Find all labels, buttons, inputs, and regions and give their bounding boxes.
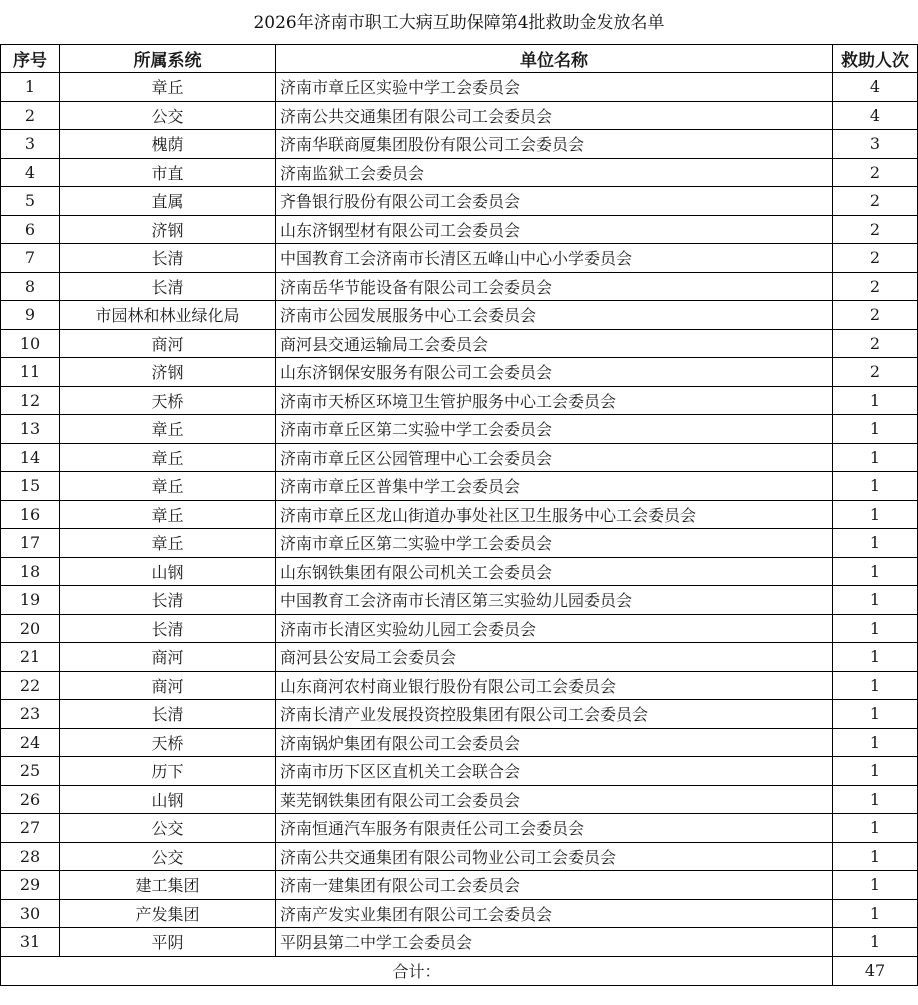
cell-serial: 12	[1, 386, 60, 415]
column-header-system: 所属系统	[60, 45, 276, 73]
table-row	[1, 386, 918, 415]
cell-count: 4	[833, 73, 918, 102]
table-row	[1, 586, 918, 615]
cell-count: 1	[833, 500, 918, 529]
cell-unit: 济南恒通汽车服务有限责任公司工会委员会	[276, 814, 833, 843]
cell-unit: 济南市公园发展服务中心工会委员会	[276, 301, 833, 330]
cell-count: 1	[833, 643, 918, 672]
cell-system: 历下	[60, 757, 276, 786]
table-row	[1, 671, 918, 700]
cell-system: 长清	[60, 272, 276, 301]
cell-system: 槐荫	[60, 130, 276, 159]
table-row	[1, 415, 918, 444]
cell-unit: 济南华联商厦集团股份有限公司工会委员会	[276, 130, 833, 159]
cell-count: 1	[833, 671, 918, 700]
table-row	[1, 329, 918, 358]
cell-count: 1	[833, 529, 918, 558]
cell-count: 1	[833, 415, 918, 444]
cell-unit: 济南市章丘区第二实验中学工会委员会	[276, 415, 833, 444]
cell-serial: 10	[1, 329, 60, 358]
cell-unit: 济南市章丘区龙山街道办事处社区卫生服务中心工会委员会	[276, 500, 833, 529]
cell-unit: 商河县交通运输局工会委员会	[276, 329, 833, 358]
total-row	[1, 956, 918, 985]
table-row	[1, 899, 918, 928]
cell-unit: 山东济钢保安服务有限公司工会委员会	[276, 358, 833, 387]
cell-system: 章丘	[60, 500, 276, 529]
cell-serial: 19	[1, 586, 60, 615]
total-value: 47	[833, 956, 918, 985]
table-row	[1, 443, 918, 472]
cell-system: 济钢	[60, 215, 276, 244]
cell-unit: 济南市天桥区环境卫生管护服务中心工会委员会	[276, 386, 833, 415]
cell-serial: 14	[1, 443, 60, 472]
cell-count: 3	[833, 130, 918, 159]
cell-serial: 11	[1, 358, 60, 387]
table-row	[1, 272, 918, 301]
cell-unit: 齐鲁银行股份有限公司工会委员会	[276, 187, 833, 216]
column-header-count: 救助人次	[833, 45, 918, 73]
cell-unit: 济南岳华节能设备有限公司工会委员会	[276, 272, 833, 301]
cell-count: 1	[833, 443, 918, 472]
cell-unit: 济南公共交通集团有限公司物业公司工会委员会	[276, 842, 833, 871]
cell-system: 长清	[60, 700, 276, 729]
cell-system: 建工集团	[60, 871, 276, 900]
cell-system: 公交	[60, 101, 276, 130]
cell-unit: 济南产发实业集团有限公司工会委员会	[276, 899, 833, 928]
table-row	[1, 500, 918, 529]
cell-unit: 济南市长清区实验幼儿园工会委员会	[276, 614, 833, 643]
cell-unit: 平阴县第二中学工会委员会	[276, 928, 833, 957]
cell-serial: 1	[1, 73, 60, 102]
total-label: 合计：	[1, 956, 833, 985]
cell-serial: 15	[1, 472, 60, 501]
cell-system: 章丘	[60, 443, 276, 472]
cell-serial: 31	[1, 928, 60, 957]
cell-count: 2	[833, 244, 918, 273]
cell-count: 4	[833, 101, 918, 130]
cell-serial: 6	[1, 215, 60, 244]
cell-system: 直属	[60, 187, 276, 216]
cell-serial: 21	[1, 643, 60, 672]
cell-count: 2	[833, 158, 918, 187]
table-row	[1, 529, 918, 558]
cell-count: 2	[833, 215, 918, 244]
table-row	[1, 557, 918, 586]
cell-count: 1	[833, 557, 918, 586]
cell-count: 1	[833, 472, 918, 501]
cell-serial: 4	[1, 158, 60, 187]
table-body	[1, 73, 918, 957]
table-row	[1, 358, 918, 387]
cell-unit: 济南一建集团有限公司工会委员会	[276, 871, 833, 900]
cell-system: 天桥	[60, 728, 276, 757]
table-row	[1, 700, 918, 729]
cell-count: 1	[833, 899, 918, 928]
cell-serial: 3	[1, 130, 60, 159]
cell-serial: 7	[1, 244, 60, 273]
cell-unit: 山东济钢型材有限公司工会委员会	[276, 215, 833, 244]
cell-serial: 23	[1, 700, 60, 729]
cell-system: 济钢	[60, 358, 276, 387]
cell-serial: 5	[1, 187, 60, 216]
cell-count: 1	[833, 586, 918, 615]
cell-unit: 山东钢铁集团有限公司机关工会委员会	[276, 557, 833, 586]
cell-system: 市直	[60, 158, 276, 187]
cell-unit: 济南公共交通集团有限公司工会委员会	[276, 101, 833, 130]
cell-unit: 济南锅炉集团有限公司工会委员会	[276, 728, 833, 757]
cell-serial: 9	[1, 301, 60, 330]
table-row	[1, 158, 918, 187]
cell-count: 1	[833, 842, 918, 871]
cell-system: 天桥	[60, 386, 276, 415]
table-row	[1, 785, 918, 814]
aid-recipients-table	[0, 44, 918, 986]
cell-system: 公交	[60, 814, 276, 843]
cell-serial: 17	[1, 529, 60, 558]
table-row	[1, 643, 918, 672]
cell-serial: 29	[1, 871, 60, 900]
cell-unit: 济南市章丘区实验中学工会委员会	[276, 73, 833, 102]
cell-count: 1	[833, 871, 918, 900]
table-row	[1, 101, 918, 130]
cell-system: 山钢	[60, 557, 276, 586]
table-row	[1, 215, 918, 244]
cell-serial: 24	[1, 728, 60, 757]
table-row	[1, 472, 918, 501]
cell-system: 商河	[60, 671, 276, 700]
table-row	[1, 614, 918, 643]
cell-system: 平阴	[60, 928, 276, 957]
cell-serial: 22	[1, 671, 60, 700]
column-header-serial: 序号	[1, 45, 60, 73]
table-row	[1, 871, 918, 900]
cell-unit: 济南市章丘区普集中学工会委员会	[276, 472, 833, 501]
cell-system: 商河	[60, 329, 276, 358]
cell-system: 长清	[60, 244, 276, 273]
cell-system: 长清	[60, 614, 276, 643]
cell-system: 章丘	[60, 73, 276, 102]
cell-system: 产发集团	[60, 899, 276, 928]
table-row	[1, 928, 918, 957]
cell-unit: 山东商河农村商业银行股份有限公司工会委员会	[276, 671, 833, 700]
cell-serial: 26	[1, 785, 60, 814]
cell-count: 1	[833, 785, 918, 814]
cell-system: 商河	[60, 643, 276, 672]
cell-unit: 商河县公安局工会委员会	[276, 643, 833, 672]
cell-unit: 济南市章丘区第二实验中学工会委员会	[276, 529, 833, 558]
cell-serial: 2	[1, 101, 60, 130]
table-row	[1, 130, 918, 159]
table-row	[1, 301, 918, 330]
header-row	[1, 45, 918, 73]
cell-count: 1	[833, 386, 918, 415]
cell-count: 1	[833, 700, 918, 729]
cell-serial: 30	[1, 899, 60, 928]
cell-system: 章丘	[60, 415, 276, 444]
document-title: 2026年济南市职工大病互助保障第4批救助金发放名单	[253, 13, 665, 33]
table-row	[1, 757, 918, 786]
table-row	[1, 842, 918, 871]
cell-serial: 8	[1, 272, 60, 301]
cell-system: 长清	[60, 586, 276, 615]
cell-count: 1	[833, 928, 918, 957]
cell-unit: 济南市历下区区直机关工会联合会	[276, 757, 833, 786]
cell-serial: 18	[1, 557, 60, 586]
cell-count: 1	[833, 614, 918, 643]
cell-count: 2	[833, 272, 918, 301]
cell-unit: 中国教育工会济南市长清区第三实验幼儿园委员会	[276, 586, 833, 615]
cell-system: 章丘	[60, 529, 276, 558]
cell-serial: 13	[1, 415, 60, 444]
cell-system: 山钢	[60, 785, 276, 814]
cell-system: 市园林和林业绿化局	[60, 301, 276, 330]
table-row	[1, 814, 918, 843]
column-header-unit: 单位名称	[276, 45, 833, 73]
cell-serial: 27	[1, 814, 60, 843]
cell-count: 1	[833, 757, 918, 786]
cell-unit: 济南长清产业发展投资控股集团有限公司工会委员会	[276, 700, 833, 729]
cell-count: 2	[833, 358, 918, 387]
cell-count: 2	[833, 187, 918, 216]
cell-unit: 中国教育工会济南市长清区五峰山中心小学委员会	[276, 244, 833, 273]
cell-unit: 济南市章丘区公园管理中心工会委员会	[276, 443, 833, 472]
cell-serial: 25	[1, 757, 60, 786]
cell-count: 1	[833, 814, 918, 843]
cell-count: 2	[833, 329, 918, 358]
cell-count: 2	[833, 301, 918, 330]
cell-system: 章丘	[60, 472, 276, 501]
cell-serial: 28	[1, 842, 60, 871]
cell-serial: 16	[1, 500, 60, 529]
table-row	[1, 73, 918, 102]
cell-serial: 20	[1, 614, 60, 643]
table-row	[1, 187, 918, 216]
cell-unit: 济南监狱工会委员会	[276, 158, 833, 187]
cell-system: 公交	[60, 842, 276, 871]
cell-unit: 莱芜钢铁集团有限公司工会委员会	[276, 785, 833, 814]
table-row	[1, 728, 918, 757]
cell-count: 1	[833, 728, 918, 757]
table-row	[1, 244, 918, 273]
